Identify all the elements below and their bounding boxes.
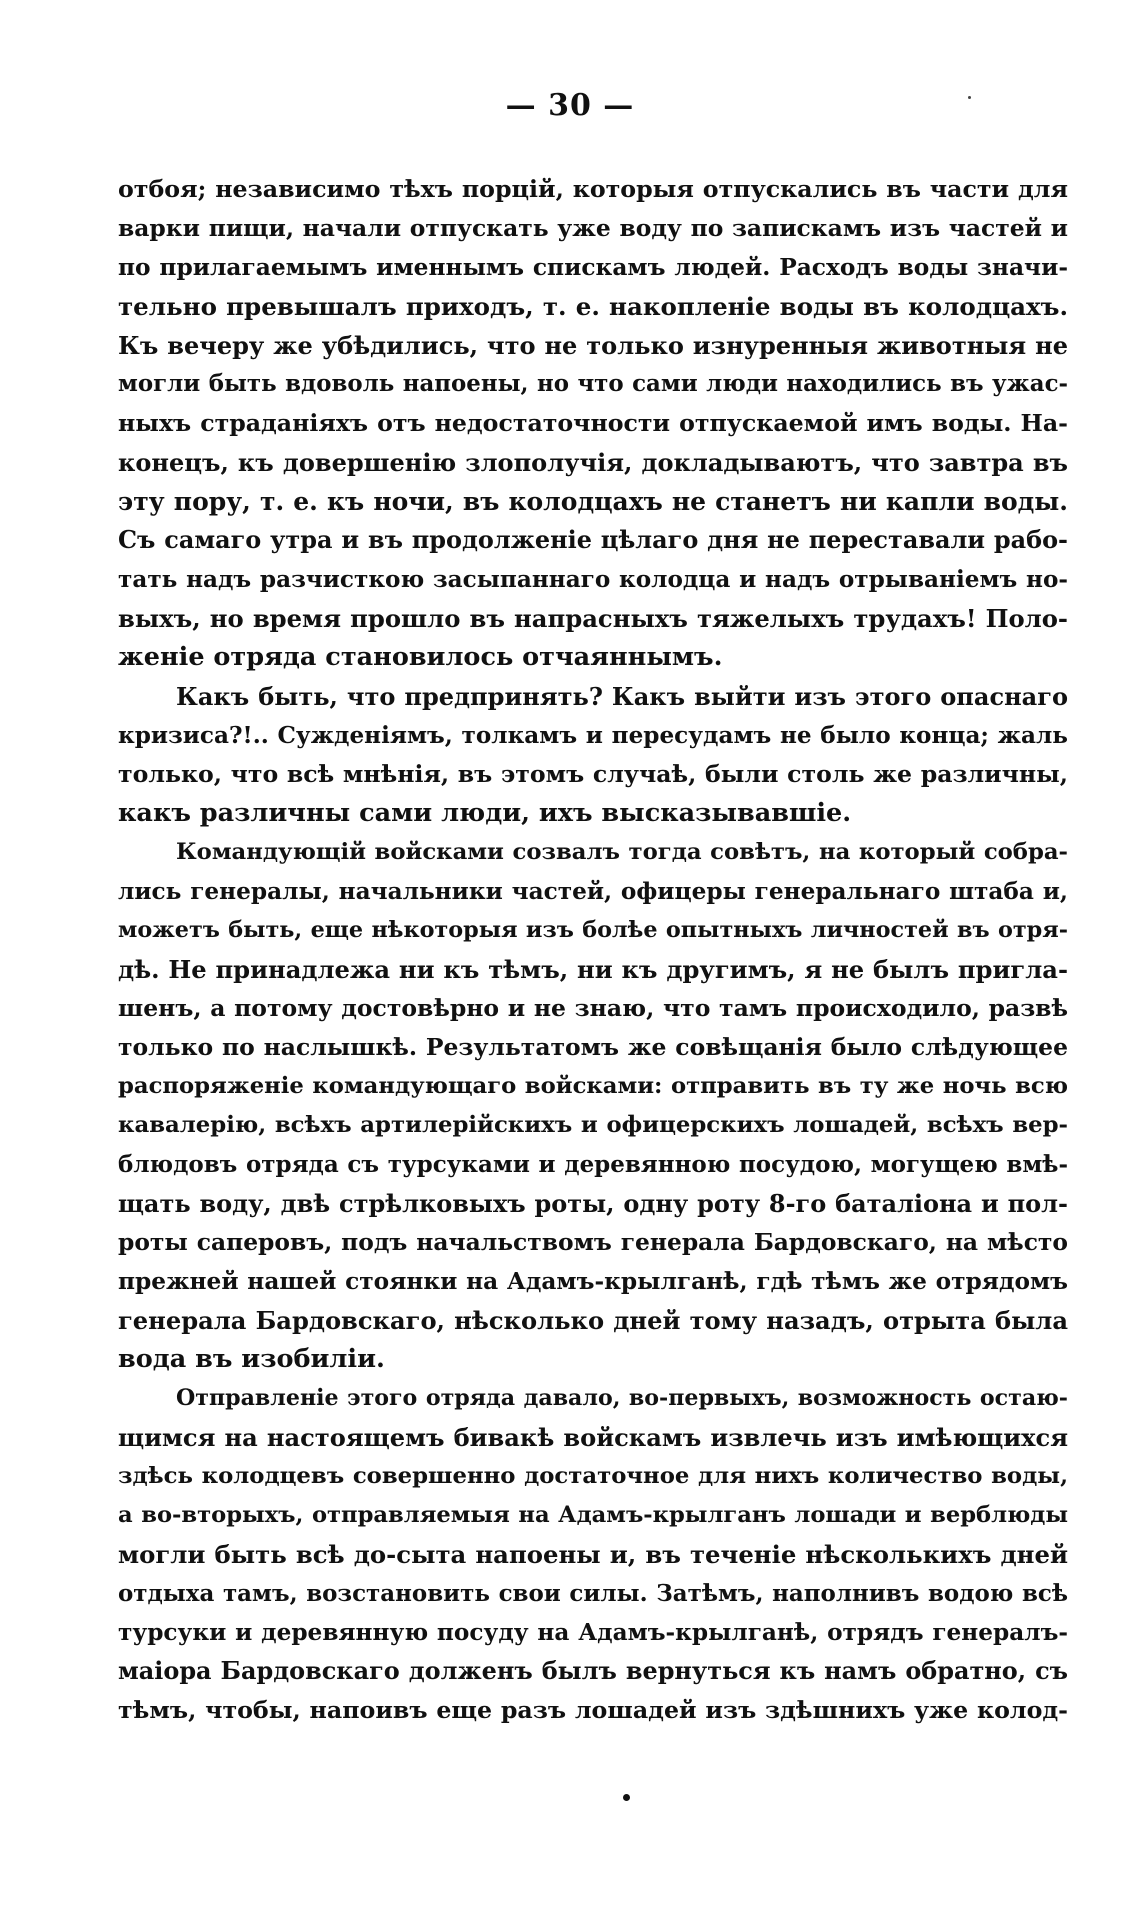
text-line: вода въ изобиліи.: [118, 1344, 385, 1374]
text-line: распоряженіе командующаго войсками: отправить въ ту же ночь всю: [118, 1073, 1068, 1099]
text-line: тѣмъ, чтобы, напоивъ еще разъ лошадей изъ здѣшнихъ уже колод-: [118, 1696, 1068, 1724]
text-line: тельно превышалъ приходъ, т. е. накопленіе воды въ колодцахъ.: [118, 292, 1068, 321]
text-line: генерала Бардовскаго, нѣсколько дней тому назадъ, отрыта была: [118, 1306, 1068, 1335]
text-line: варки пищи, начали отпускать уже воду по запискамъ изъ частей и: [118, 214, 1068, 242]
text-line: по прилагаемымъ именнымъ спискамъ людей. Расходъ воды значи-: [118, 254, 1068, 281]
text-line: кавалерію, всѣхъ артилерійскихъ и офицерскихъ лошадей, всѣхъ вер-: [118, 1112, 1068, 1138]
text-line: Какъ быть, что предпринять? Какъ выйти изъ этого опаснаго: [176, 682, 1068, 711]
text-line: Отправленіе этого отряда давало, во-первыхъ, возможность остаю-: [176, 1385, 1068, 1411]
text-line: отбоя; независимо тѣхъ порцій, которыя отпускались въ части для: [118, 175, 1068, 203]
text-line: маіора Бардовскаго долженъ былъ вернуться къ намъ обратно, съ: [118, 1657, 1068, 1685]
text-line: шенъ, а потому достовѣрно и не знаю, что тамъ происходило, развѣ: [118, 994, 1068, 1022]
text-line: прежней нашей стоянки на Адамъ-крылганѣ, гдѣ тѣмъ же отрядомъ: [118, 1268, 1068, 1295]
text-line: Къ вечеру же убѣдились, что не только изнуренныя животныя не: [118, 331, 1068, 360]
text-line: тать надъ разчисткою засыпаннаго колодца и надъ отрываніемъ но-: [118, 566, 1068, 593]
text-line: дѣ. Не принадлежа ни къ тѣмъ, ни къ другимъ, я не былъ пригла-: [118, 955, 1068, 984]
text-line: Съ самаго утра и въ продолженіе цѣлаго дня не переставали рабо-: [118, 526, 1068, 554]
text-line: конецъ, къ довершенію злополучія, докладываютъ, что завтра въ: [118, 448, 1068, 477]
text-line: только, что всѣ мнѣнія, въ этомъ случаѣ, были столь же различны,: [118, 760, 1068, 788]
text-line: щимся на настоящемъ бивакѣ войскамъ извлечь изъ имѣющихся: [118, 1423, 1068, 1452]
text-line: Командующій войсками созвалъ тогда совѣтъ, на который собра-: [176, 839, 1068, 865]
text-line: лись генералы, начальники частей, офицеры генеральнаго штаба и,: [118, 878, 1068, 905]
text-line: турсуки и деревянную посуду на Адамъ-крылганѣ, отрядъ генералъ-: [118, 1619, 1068, 1646]
text-line: блюдовъ отряда съ турсуками и деревянною посудою, могущею вмѣ-: [118, 1151, 1068, 1178]
text-line: женіе отряда становилось отчаяннымъ.: [118, 642, 723, 672]
scan-speck: [968, 96, 971, 99]
text-line: эту пору, т. е. къ ночи, въ колодцахъ не станетъ ни капли воды.: [118, 487, 1068, 516]
text-line: отдыха тамъ, возстановить свои силы. Затѣмъ, наполнивъ водою всѣ: [118, 1580, 1068, 1607]
body-text: [118, 170, 1068, 1730]
text-line: выхъ, но время прошло въ напрасныхъ тяжелыхъ трудахъ! Поло-: [118, 604, 1068, 633]
text-line: могли быть вдоволь напоены, но что сами люди находились въ ужас-: [118, 371, 1068, 397]
text-line: ныхъ страданіяхъ отъ недостаточности отпускаемой имъ воды. На-: [118, 409, 1068, 437]
text-line: какъ различны сами люди, ихъ высказывавшіе.: [118, 798, 852, 828]
text-line: могли быть всѣ до-сыта напоены и, въ теченіе нѣсколькихъ дней: [118, 1540, 1068, 1569]
page-number: — 30 —: [505, 88, 635, 123]
text-line: а во-вторыхъ, отправляемыя на Адамъ-крылганъ лошади и верблюды: [118, 1502, 1068, 1528]
text-line: только по наслышкѣ. Результатомъ же совѣщанія было слѣдующее: [118, 1033, 1068, 1061]
text-line: здѣсь колодцевъ совершенно достаточное для нихъ количество воды,: [118, 1463, 1068, 1489]
scan-dot: [623, 1794, 630, 1801]
text-line: можетъ быть, еще нѣкоторыя изъ болѣе опытныхъ личностей въ отря-: [118, 917, 1068, 943]
text-line: щать воду, двѣ стрѣлковыхъ роты, одну роту 8-го баталіона и пол-: [118, 1189, 1068, 1218]
text-line: роты саперовъ, подъ начальствомъ генерала Бардовскаго, на мѣсто: [118, 1228, 1068, 1256]
text-line: кризиса?!.. Сужденіямъ, толкамъ и пересудамъ не было конца; жаль: [118, 722, 1068, 749]
